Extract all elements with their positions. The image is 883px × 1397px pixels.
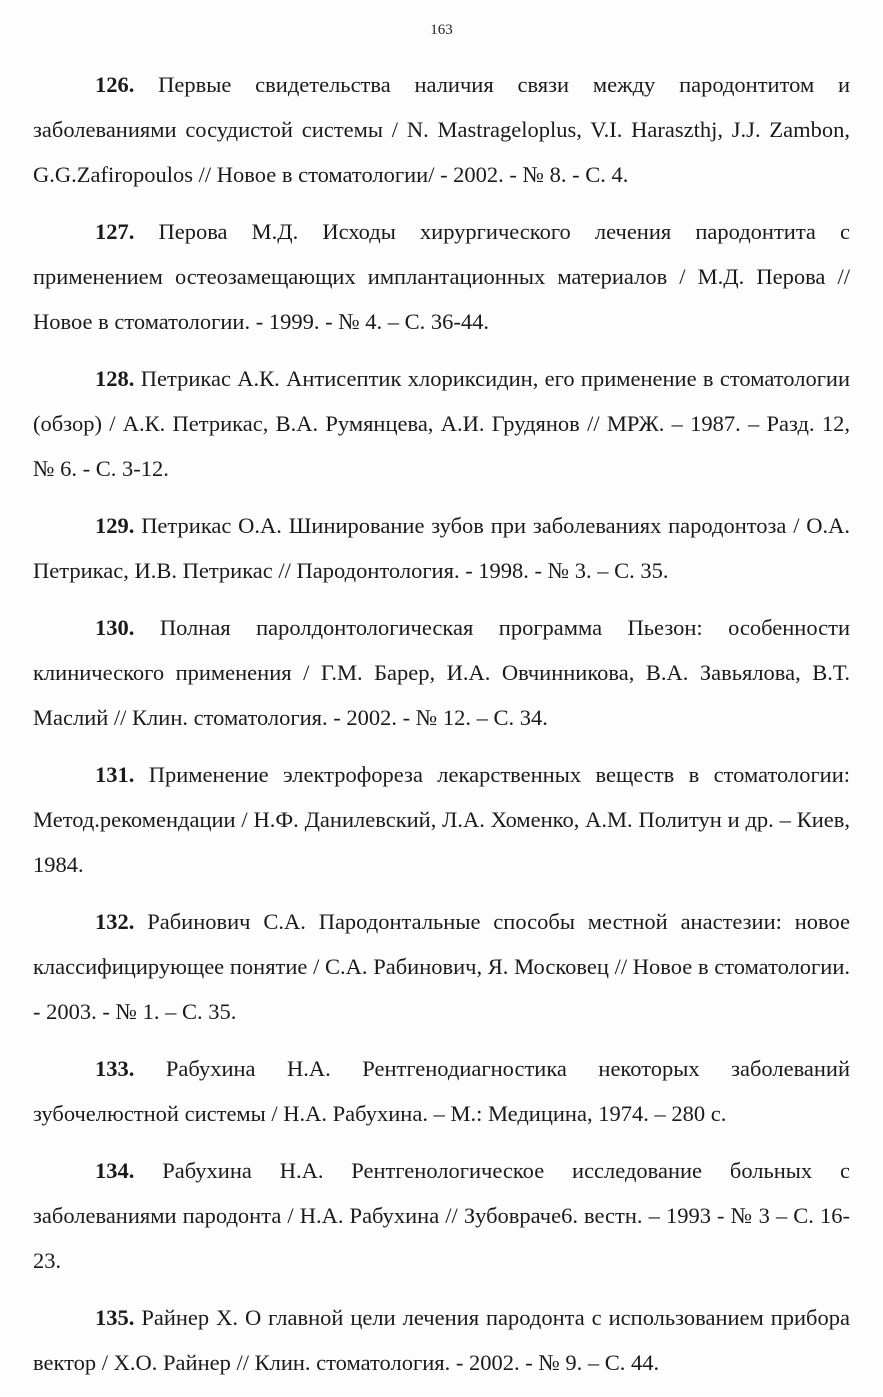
reference-number: 132. bbox=[95, 909, 135, 934]
reference-item bbox=[33, 1148, 850, 1283]
reference-number: 131. bbox=[95, 762, 135, 787]
reference-text: Полная паролдонтологическая программа Пьезон: особенности клинического применения / Г.М. Барер, И.А. Овчинникова, В.А. Завьялова, В.Т. Маслий // Клин. стоматология. - 2002. - № 12. – С. 34. bbox=[33, 615, 851, 730]
reference-item bbox=[33, 209, 850, 344]
reference-text: Первые свидетельства наличия связи между пародонтитом и заболеваниями сосудистой системы / N. Mastrageloplus, V.I. Haraszthj, J.J. Zambon, G.G.Zafiropoulos // Новое в стоматологии/ - 2002. - № 8. - С. 4. bbox=[33, 72, 851, 187]
reference-text: Рабухина Н.А. Рентгенодиагностика некоторых заболеваний зубочелюстной системы / Н.А. Рабухина. – М.: Медицина, 1974. – 280 с. bbox=[33, 1056, 851, 1126]
reference-item bbox=[33, 605, 850, 740]
reference-item bbox=[33, 62, 850, 197]
reference-list bbox=[33, 62, 850, 1397]
reference-number: 126. bbox=[95, 72, 135, 97]
reference-item bbox=[33, 752, 850, 887]
reference-item bbox=[33, 899, 850, 1034]
reference-number: 127. bbox=[95, 219, 135, 244]
reference-text: Перова М.Д. Исходы хирургического лечения пародонтита с применением остеозамещающих имплантационных материалов / М.Д. Перова // Новое в стоматологии. - 1999. - № 4. – С. 36-44. bbox=[33, 219, 851, 334]
reference-text: Петрикас А.К. Антисептик хлориксидин, его применение в стоматологии (обзор) / А.К. Петрикас, В.А. Румянцева, А.И. Грудянов // МРЖ. – 1987. – Разд. 12, № 6. - С. 3-12. bbox=[33, 366, 851, 481]
reference-number: 129. bbox=[95, 513, 135, 538]
reference-number: 130. bbox=[95, 615, 135, 640]
reference-number: 128. bbox=[95, 366, 135, 391]
reference-text: Райнер Х. О главной цели лечения пародонта с использованием прибора вектор / Х.О. Райнер // Клин. стоматология. - 2002. - № 9. – С. 44. bbox=[33, 1305, 850, 1375]
reference-text: Применение электрофореза лекарственных веществ в стоматологии: Метод.рекомендации / Н.Ф. Данилевский, Л.А. Хоменко, А.М. Политун и др. – Киев, 1984. bbox=[33, 762, 851, 877]
reference-number: 135. bbox=[95, 1305, 135, 1330]
reference-number: 134. bbox=[95, 1158, 135, 1183]
reference-item bbox=[33, 503, 850, 593]
reference-text: Петрикас О.А. Шинирование зубов при заболеваниях пародонтоза / О.А. Петрикас, И.В. Петрикас // Пародонтология. - 1998. - № 3. – С. 35. bbox=[33, 513, 851, 583]
reference-text: Рабинович С.А. Пародонтальные способы местной анастезии: новое классифицирующее понятие / С.А. Рабинович, Я. Московец // Новое в стоматологии. - 2003. - № 1. – С. 35. bbox=[33, 909, 851, 1024]
page-number: 163 bbox=[430, 22, 453, 38]
reference-item bbox=[33, 356, 850, 491]
reference-item bbox=[33, 1295, 850, 1385]
reference-number: 133. bbox=[95, 1056, 135, 1081]
reference-item bbox=[33, 1046, 850, 1136]
reference-text: Рабухина Н.А. Рентгенологическое исследование больных с заболеваниями пародонта / Н.А. Рабухина // Зубовраче6. вестн. – 1993 - № 3 – С. 16-23. bbox=[33, 1158, 851, 1273]
